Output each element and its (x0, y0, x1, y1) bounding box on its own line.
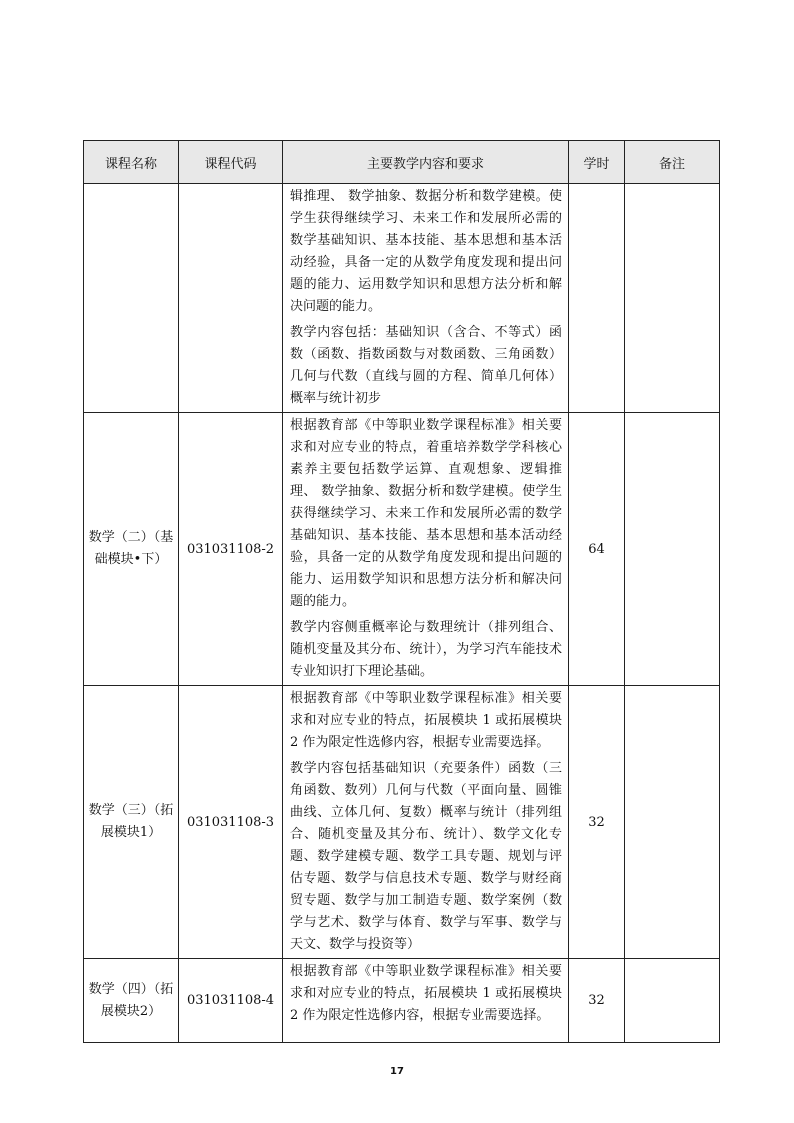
content-paragraph: 辑推理、 数学抽象、数据分析和数学建模。使学生获得继续学习、未来工作和发展所必需的数学基础知识、基本技能、基本思想和基本活动经验，具备一定的从数学角度发现和提出问题的能力、运用数学知识和思想方法分析和解决问题的能力。 (290, 189, 562, 314)
course-hours: 32 (569, 959, 625, 1043)
course-note (625, 413, 720, 686)
course-hours (569, 184, 625, 413)
header-hours: 学时 (569, 141, 625, 184)
course-hours: 64 (569, 413, 625, 686)
table-row (84, 959, 720, 1043)
content-paragraph: 根据教育部《中等职业数学课程标准》相关要求和对应专业的特点，拓展模块 1 或拓展模块 2 作为限定性选修内容，根据专业需要选择。 (290, 964, 562, 1023)
course-note (625, 184, 720, 413)
course-code: 031031108-4 (179, 959, 283, 1043)
header-course-name: 课程名称 (84, 141, 179, 184)
header-note: 备注 (625, 141, 720, 184)
course-content (283, 413, 569, 686)
page-number: 17 (390, 1066, 404, 1077)
course-content (283, 959, 569, 1043)
course-code (179, 184, 283, 413)
course-name: 数学（二）（基础模块•下） (84, 413, 179, 686)
course-name: 数学（四）（拓展模块2） (84, 959, 179, 1043)
course-hours: 32 (569, 686, 625, 959)
curriculum-table (83, 140, 720, 1043)
course-code: 031031108-3 (179, 686, 283, 959)
course-name: 数学（三）（拓展模块1） (84, 686, 179, 959)
course-content (283, 184, 569, 413)
header-course-code: 课程代码 (179, 141, 283, 184)
content-paragraph: 教学内容侧重概率论与数理统计（排列组合、随机变量及其分布、统计），为学习汽车能技术专业知识打下理论基础。 (290, 620, 562, 679)
table-row (84, 184, 720, 413)
course-code: 031031108-2 (179, 413, 283, 686)
table-row (84, 686, 720, 959)
content-paragraph: 教学内容包括基础知识（充要条件）函数（三角函数、数列）几何与代数（平面向量、圆锥曲线、立体几何、复数）概率与统计（排列组合、随机变量及其分布、统计）、数学文化专题、数学建模专题、数学工具专题、规划与评估专题、数学与信息技术专题、数学与财经商贸专题、数学与加工制造专题、数学案例（数学与艺术、数学与体育、数学与军事、数学与天文、数学与投资等） (290, 761, 562, 952)
content-paragraph: 教学内容包括：基础知识（含合、不等式）函数（函数、指数函数与对数函数、三角函数）几何与代数（直线与圆的方程、简单几何体）概率与统计初步 (290, 325, 562, 406)
course-name (84, 184, 179, 413)
course-note (625, 959, 720, 1043)
table-header-row (84, 141, 720, 184)
course-note (625, 686, 720, 959)
course-content (283, 686, 569, 959)
table-row (84, 413, 720, 686)
content-paragraph: 根据教育部《中等职业数学课程标准》相关要求和对应专业的特点，着重培养数学学科核心素养主要包括数学运算、直观想象、逻辑推理、 数学抽象、数据分析和数学建模。使学生获得继续学习、未来工作和发展所必需的数学基础知识、基本技能、基本思想和基本活动经验，具备一定的从数学角度发现和提出问题的能力、运用数学知识和思想方法分析和解决问题的能力。 (290, 418, 562, 609)
content-paragraph: 根据教育部《中等职业数学课程标准》相关要求和对应专业的特点，拓展模块 1 或拓展模块 2 作为限定性选修内容，根据专业需要选择。 (290, 691, 562, 750)
header-content: 主要教学内容和要求 (283, 141, 569, 184)
